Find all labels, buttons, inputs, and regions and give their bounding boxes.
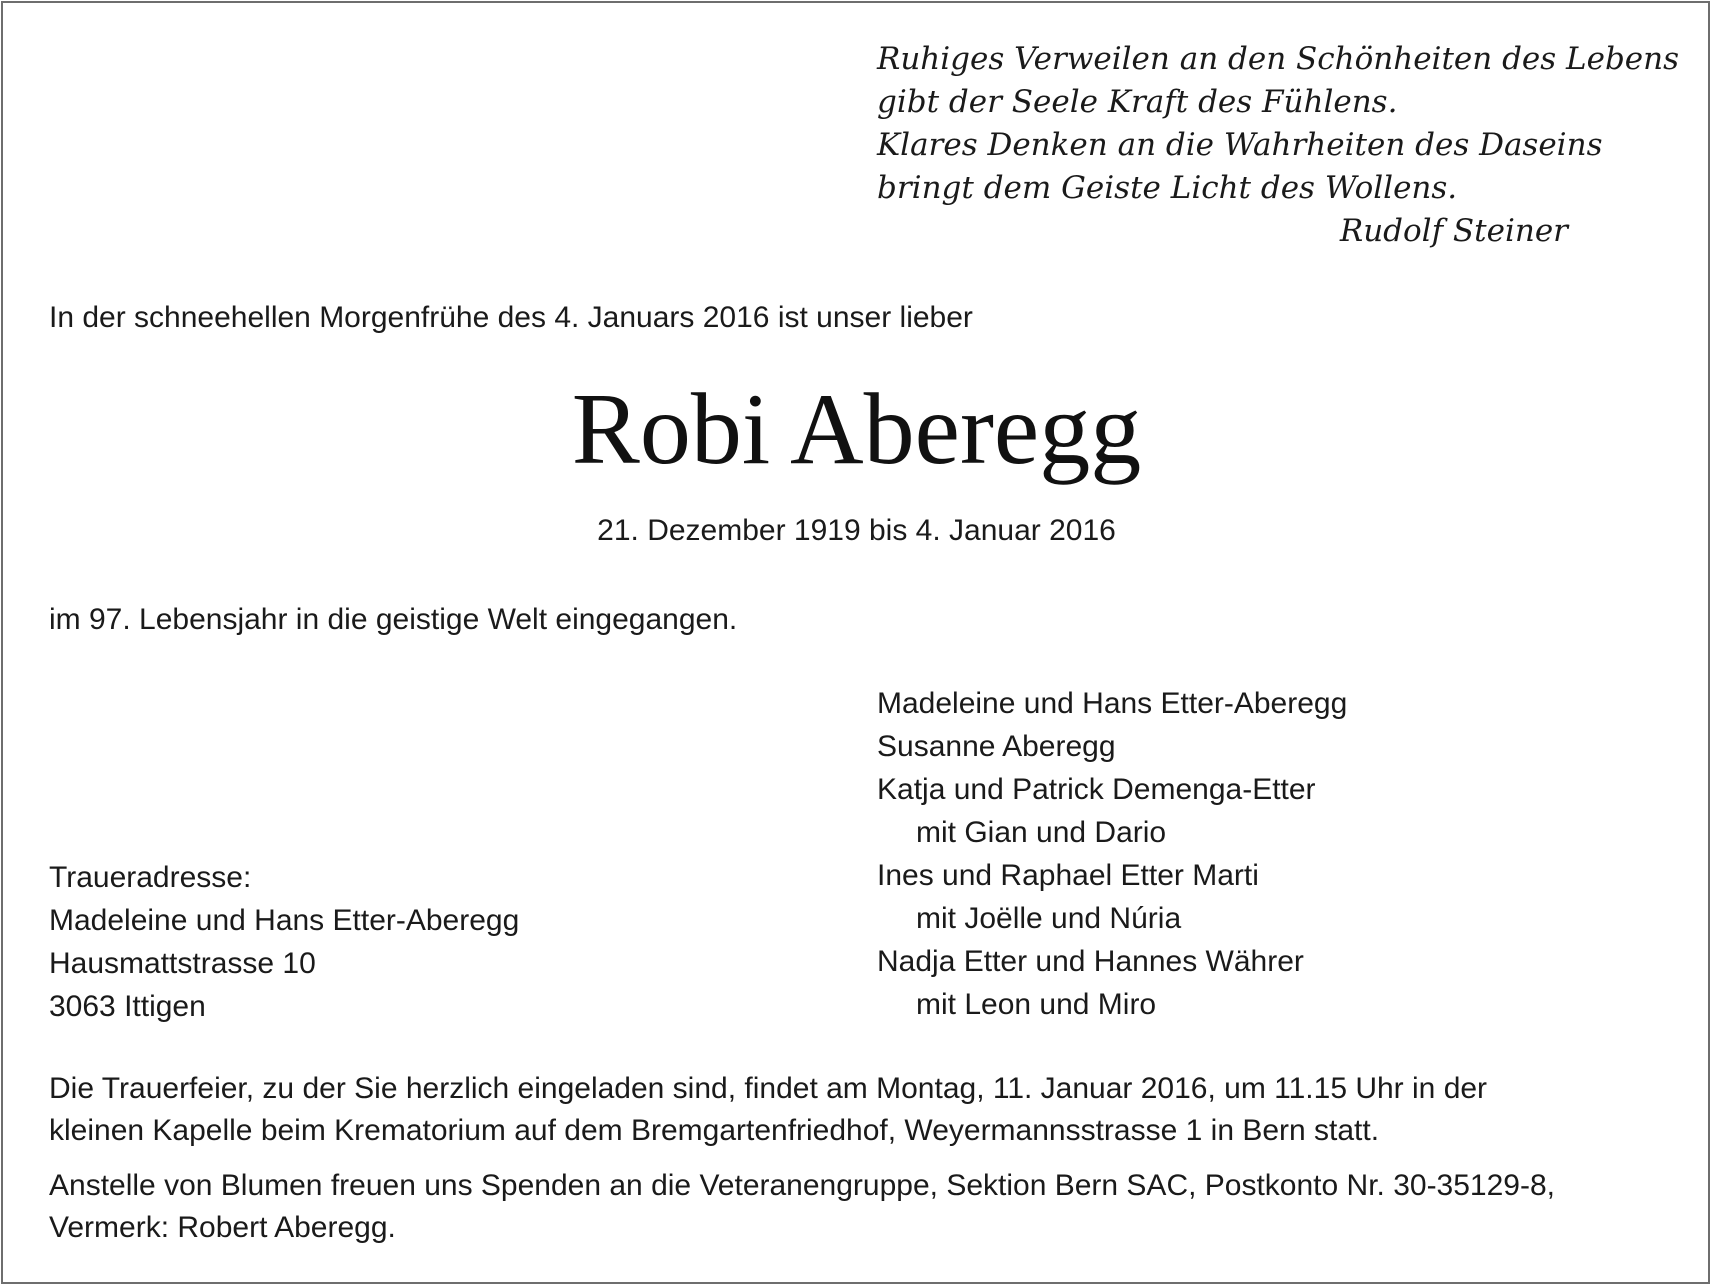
address-street: Hausmattstrasse 10 [49,947,316,980]
family-member: Madeleine und Hans Etter-Aberegg [877,687,1348,720]
family-children: mit Leon und Miro [916,988,1157,1021]
quote-line: gibt der Seele Kraft des Fühlens. [877,84,1398,120]
family-member: Ines und Raphael Etter Marti [877,859,1259,892]
family-member: Nadja Etter und Hannes Währer [877,945,1304,978]
family-children: mit Joëlle und Núria [916,902,1182,935]
family-member: Katja und Patrick Demenga-Etter [877,773,1316,806]
quote-author: Rudolf Steiner [1339,213,1568,249]
passing-text: im 97. Lebensjahr in die geistige Welt eingegangen. [49,603,738,636]
address-label: Traueradresse: [49,861,252,894]
family-children: mit Gian und Dario [916,816,1167,849]
donation-text [49,1165,1669,1249]
quote-line: Klares Denken an die Wahrheiten des Daseins [877,127,1603,163]
intro-text: In der schneehellen Morgenfrühe des 4. Januars 2016 ist unser lieber [49,301,973,334]
mourning-address [49,856,519,1028]
family-member: Susanne Aberegg [877,730,1116,763]
deceased-name: Robi Aberegg [571,373,1142,486]
quote-line: Ruhiges Verweilen an den Schönheiten des Lebens [877,41,1680,77]
address-name: Madeleine und Hans Etter-Aberegg [49,904,520,937]
family-list [877,682,1347,1026]
address-city: 3063 Ittigen [49,990,206,1023]
ceremony-text [49,1068,1669,1152]
quote-line: bringt dem Geiste Licht des Wollens. [877,170,1458,206]
life-dates: 21. Dezember 1919 bis 4. Januar 2016 [597,514,1116,547]
donation-line: Anstelle von Blumen freuen uns Spenden an die Veteranengruppe, Sektion Bern SAC, Postkonto Nr. 30-35129-8, [49,1169,1555,1202]
quote-block [877,38,1680,253]
donation-line: Vermerk: Robert Aberegg. [49,1211,396,1244]
ceremony-line: Die Trauerfeier, zu der Sie herzlich eingeladen sind, findet am Montag, 11. Januar 2016, um 11.15 Uhr in der [49,1072,1488,1105]
ceremony-line: kleinen Kapelle beim Krematorium auf dem Bremgartenfriedhof, Weyermannsstrasse 1 in Bern statt. [49,1114,1380,1147]
